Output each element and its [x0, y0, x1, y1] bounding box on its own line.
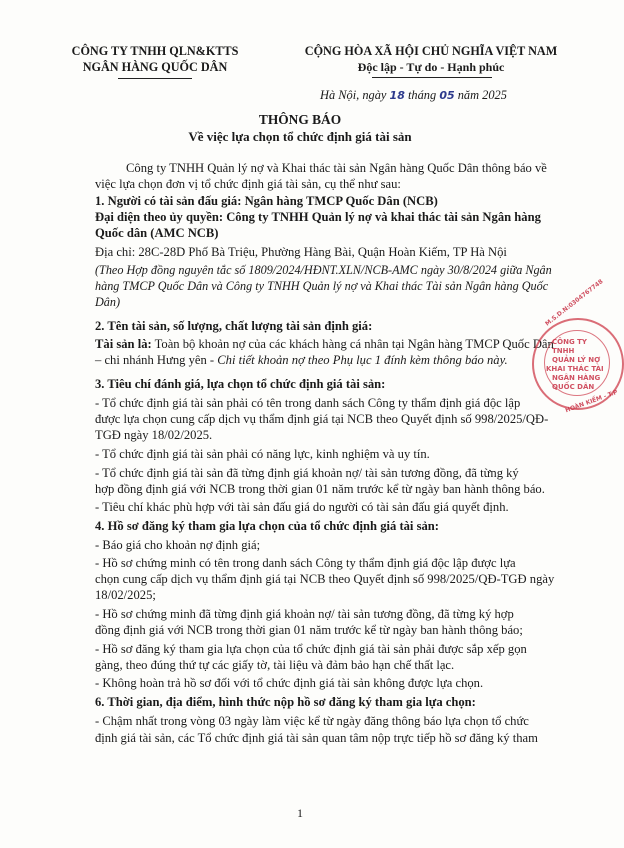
- s4-line: - Hồ sơ đăng ký tham gia lựa chọn của tổ chức định giá tài sản phải được sắp xếp gọn: [95, 642, 527, 656]
- s4-line: đồng định giá với NCB trong thời gian 01 năm trước kể từ ngày ban hành thông báo;: [95, 623, 523, 637]
- s4-heading: 4. Hồ sơ đăng ký tham gia lựa chọn của tổ chức định giá tài sản:: [95, 519, 439, 533]
- s1-rep-line-1: Đại diện theo ủy quyền: Công ty TNHH Quản lý nợ và khai thác tài sản Ngân hàng: [95, 210, 541, 224]
- s1-heading: 1. Người có tài sản đấu giá: Ngân hàng TMCP Quốc Dân (NCB): [95, 194, 438, 208]
- org-name-line2: NGÂN HÀNG QUỐC DÂN: [82, 60, 228, 74]
- motto-underline: [372, 77, 492, 78]
- s4-line: - Hồ sơ chứng minh đã từng định giá khoản nợ/ tài sản tương đồng, đã từng ký hợp: [95, 607, 514, 621]
- s4-line: 18/02/2025;: [95, 588, 156, 602]
- s1-note-line-3: Dân): [95, 295, 121, 309]
- seal-line: QUỐC DÂN: [552, 383, 595, 391]
- s3-line: - Tổ chức định giá tài sản đã từng định giá khoản nợ/ tài sản tương đồng, đã từng ký: [95, 466, 519, 480]
- s6-heading: 6. Thời gian, địa điểm, hình thức nộp hồ sơ đăng ký tham gia lựa chọn:: [95, 695, 476, 709]
- date-suffix: năm 2025: [457, 88, 507, 102]
- s6-line: định giá tài sản, các Tổ chức định giá tài sản quan tâm nộp trực tiếp hồ sơ đăng ký tham: [95, 731, 538, 745]
- s2-line-1: [95, 336, 554, 352]
- s6-line: - Chậm nhất trong vòng 03 ngày làm việc kể từ ngày đăng thông báo lựa chọn tổ chức: [95, 714, 529, 728]
- seal-line: CÔNG TY: [552, 338, 587, 346]
- national-motto: Độc lập - Tự do - Hạnh phúc: [357, 60, 505, 74]
- s1-note-line-1: (Theo Hợp đồng nguyên tắc số 1809/2024/HĐNT.XLN/NCB-AMC ngày 30/8/2024 giữa Ngân: [95, 263, 552, 277]
- s4-line: - Không hoàn trả hồ sơ đối với tổ chức định giá tài sản không được lựa chọn.: [95, 676, 484, 690]
- seal-ring-top-text: M.S.D.N:0304767748: [544, 278, 605, 328]
- date-month-label: tháng: [407, 88, 437, 102]
- s4-line: - Hồ sơ chứng minh có tên trong danh sách Công ty thẩm định giá độc lập được lựa: [95, 556, 516, 570]
- s1-address: Địa chỉ: 28C-28D Phố Bà Triệu, Phường Hàng Bài, Quận Hoàn Kiếm, TP Hà Nội: [95, 245, 507, 259]
- intro-line-1: Công ty TNHH Quản lý nợ và Khai thác tài sản Ngân hàng Quốc Dân thông báo về: [126, 161, 547, 175]
- org-name-line1: CÔNG TY TNHH QLN&KTTS: [71, 44, 239, 58]
- s3-line: TGĐ ngày 18/02/2025.: [95, 428, 213, 442]
- doc-subtitle: Về việc lựa chọn tổ chức định giá tài sản: [188, 129, 412, 144]
- s2-heading: 2. Tên tài sản, số lượng, chất lượng tài sản định giá:: [95, 319, 373, 333]
- s4-line: chọn cung cấp dịch vụ thẩm định giá tại NCB theo Quyết định số 998/2025/QĐ-TGĐ ngày: [95, 572, 555, 586]
- doc-title: THÔNG BÁO: [258, 112, 342, 127]
- s2-asset-label: Tài sản là:: [95, 337, 152, 351]
- seal-line: NGÂN HÀNG: [552, 374, 601, 382]
- s3-heading: 3. Tiêu chí đánh giá, lựa chọn tổ chức định giá tài sản:: [95, 377, 386, 391]
- seal-ring-bottom-text: HOÀN KIẾM - T.P: [564, 388, 619, 415]
- date-month: 05: [439, 89, 455, 102]
- s4-line: gàng, theo đúng thứ tự các giấy tờ, tài liệu và đảm bảo hạn chế thất lạc.: [95, 658, 455, 672]
- s1-rep-line-2: Quốc dân (AMC NCB): [95, 226, 219, 240]
- page-number: 1: [297, 806, 303, 820]
- intro-line-2: việc lựa chọn đơn vị tổ chức định giá tài sản, cụ thể như sau:: [95, 177, 401, 191]
- s2-line-2: [95, 352, 508, 368]
- seal-line: QUẢN LÝ NỢ: [552, 356, 601, 364]
- s3-line: - Tổ chức định giá tài sản phải có tên trong danh sách Công ty thẩm định giá độc lập: [95, 396, 521, 410]
- s3-line: được lựa chọn cung cấp dịch vụ thẩm định giá tại NCB theo Quyết định số 998/2025/QĐ-: [95, 412, 549, 426]
- s3-line: - Tổ chức định giá tài sản phải có năng lực, kinh nghiệm và uy tín.: [95, 447, 430, 461]
- s4-line: - Báo giá cho khoản nợ định giá;: [95, 538, 261, 552]
- national-title: CỘNG HÒA XÃ HỘI CHỦ NGHĨA VIỆT NAM: [304, 44, 558, 58]
- s1-note-line-2: hàng TMCP Quốc Dân và Công ty TNHH Quản lý nợ và Khai thác Tài sản Ngân hàng Quốc: [95, 279, 549, 293]
- s3-line: - Tiêu chí khác phù hợp với tài sản đấu giá do người có tài sản đấu giá quyết định.: [95, 500, 509, 514]
- date-prefix: Hà Nội, ngày: [320, 88, 387, 102]
- s2-asset-text: Toàn bộ khoản nợ của các khách hàng cá nhân tại Ngân hàng TMCP Quốc Dân: [151, 337, 554, 351]
- issue-date: [320, 88, 507, 103]
- org-underline: [118, 78, 192, 79]
- date-day: 18: [389, 89, 405, 102]
- s3-line: hợp đồng định giá với NCB trong thời gian 01 năm trước kể từ ngày ban hành thông báo.: [95, 482, 545, 496]
- s2-appendix-note: Chi tiết khoản nợ theo Phụ lục 1 đính kèm thông báo này.: [217, 353, 508, 367]
- s2-branch-text: – chi nhánh Hưng yên -: [95, 353, 218, 367]
- seal-line: TNHH: [552, 347, 575, 355]
- company-seal: [532, 278, 624, 415]
- seal-line: KHAI THÁC TÀI: [546, 365, 604, 373]
